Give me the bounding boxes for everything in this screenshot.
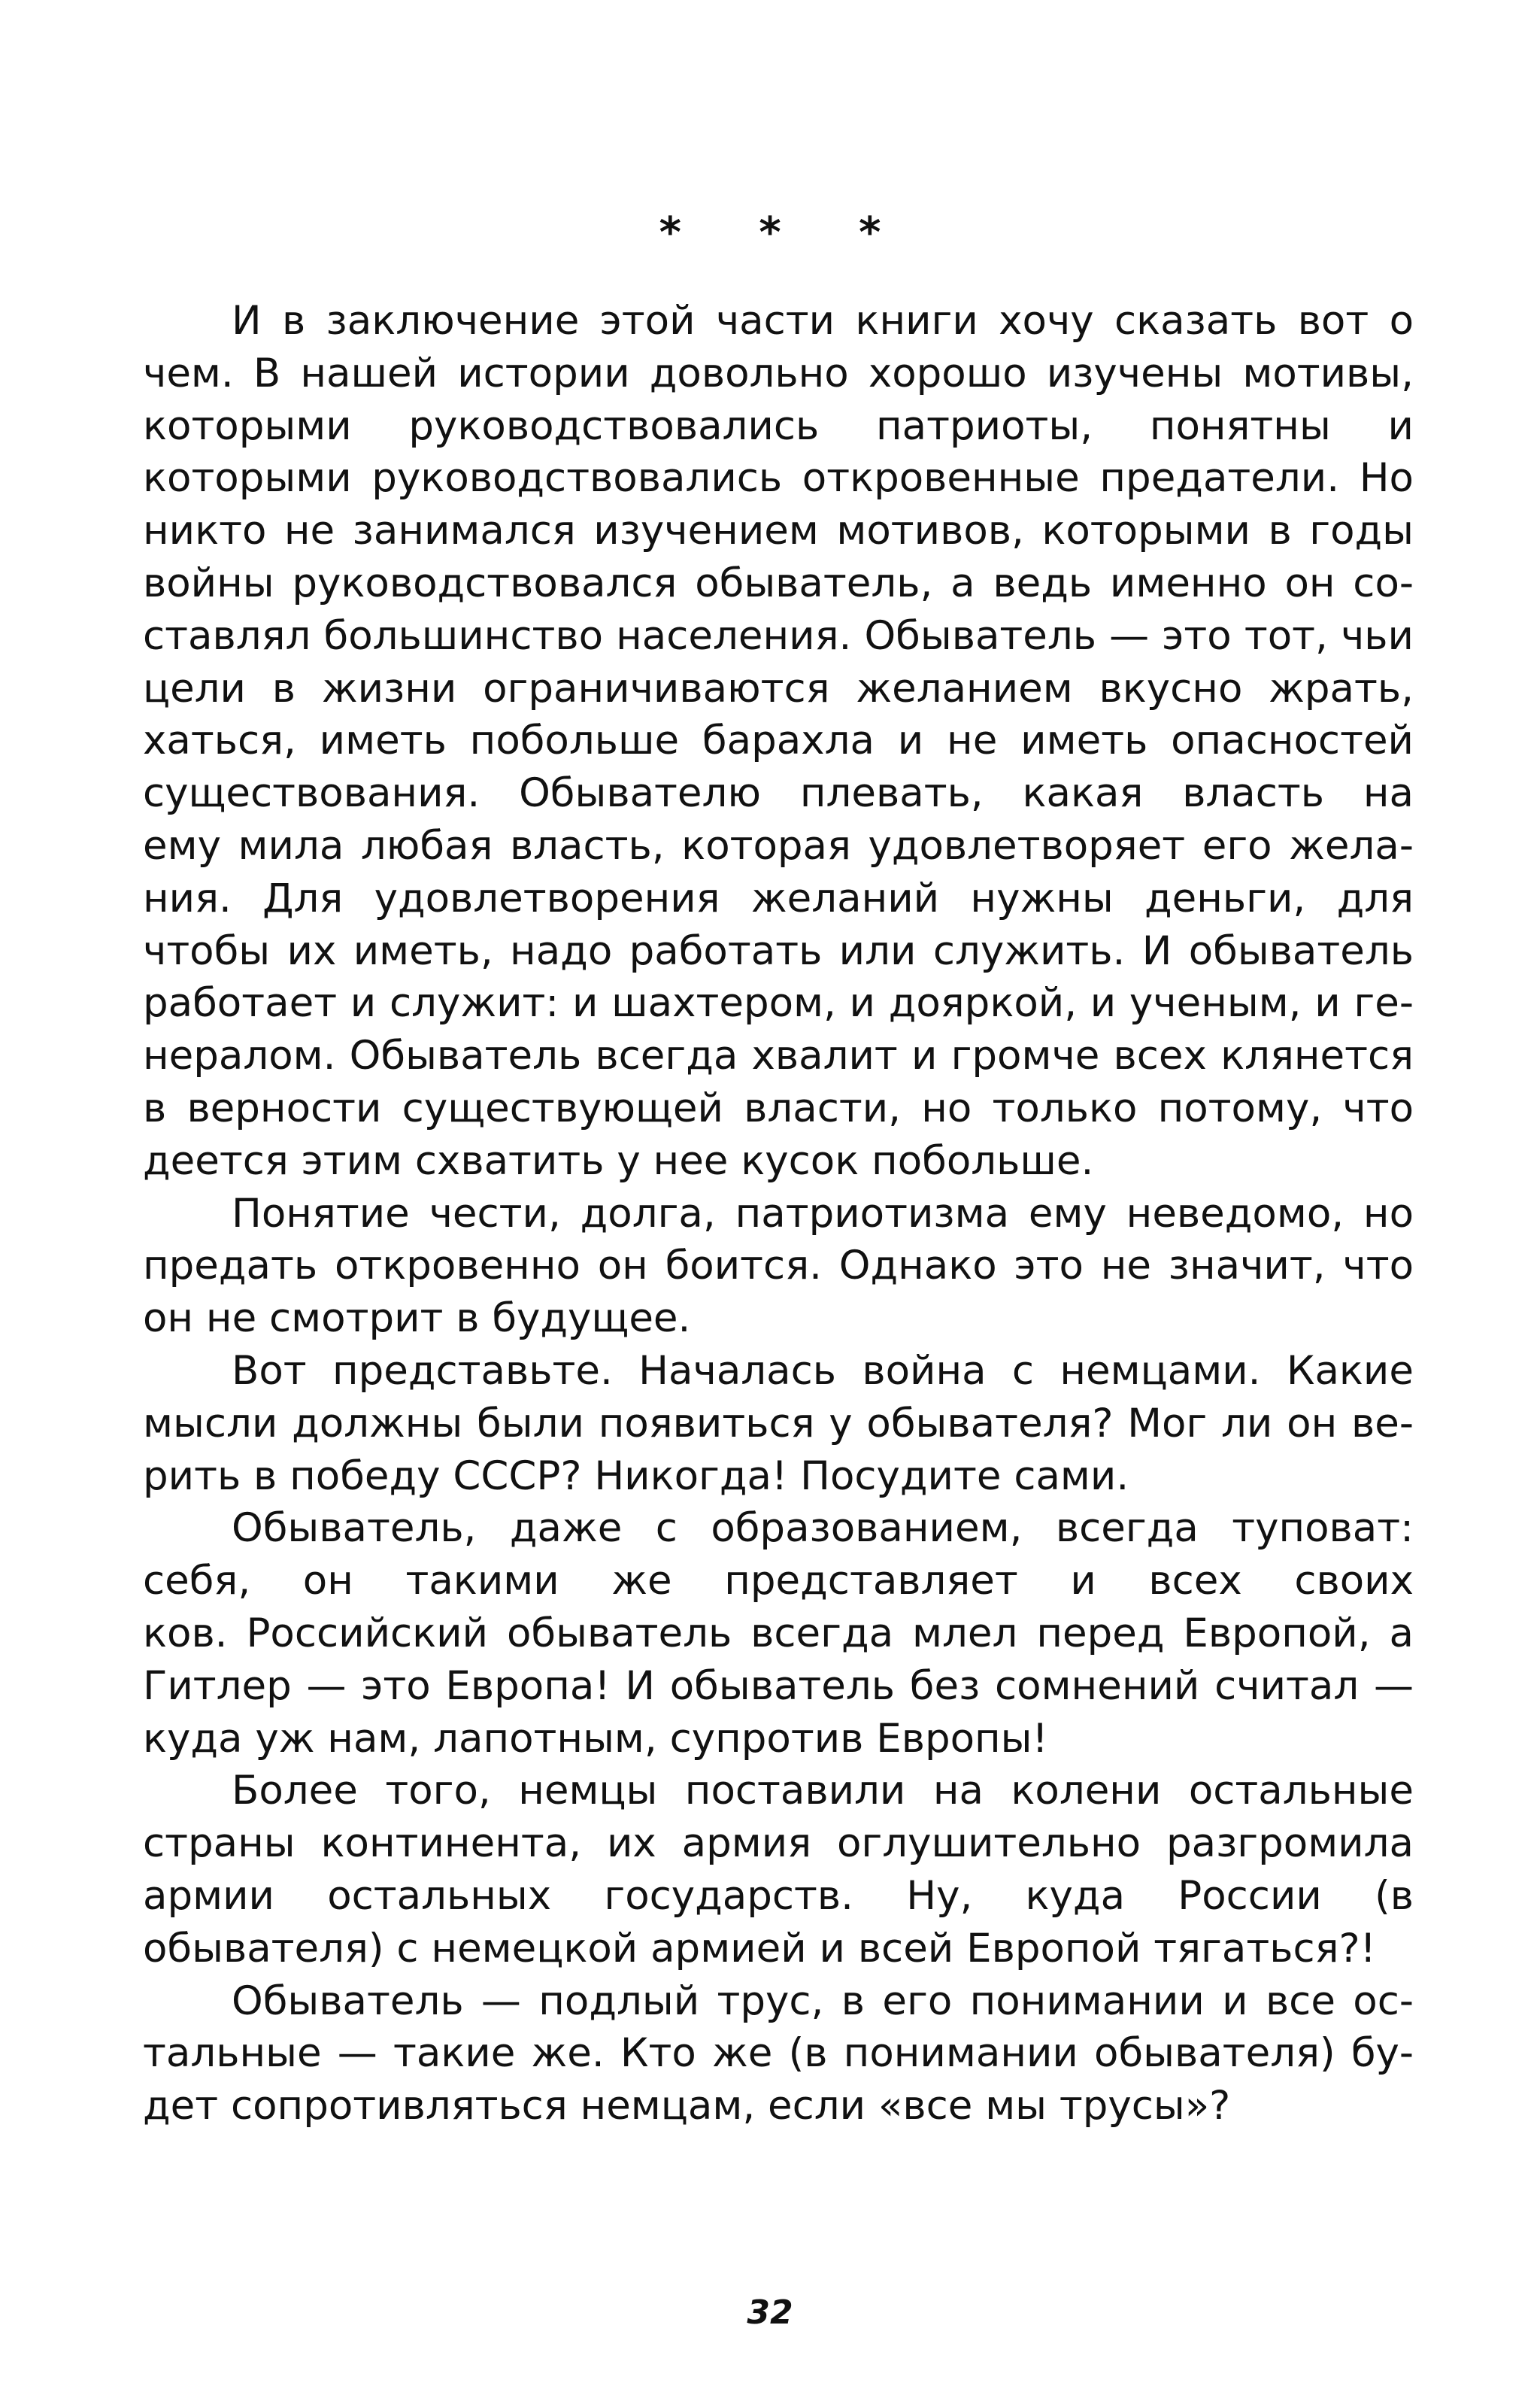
text-line: ния. Для удовлетворения желаний нужны деньги, для xyxy=(143,875,1414,921)
paragraph xyxy=(143,295,1414,1188)
text-line: ставлял большинство населения. Обыватель — это тот, чьи xyxy=(143,612,1414,659)
text-line: мысли должны были появиться у обывателя? Мог ли он ве- xyxy=(143,1400,1414,1446)
text-line: Обыватель — подлый трус, в его понимании и все ос- xyxy=(232,1978,1414,2024)
text-line: которыми руководствовались патриоты, понятны и xyxy=(143,402,1414,449)
text-line: рить в победу СССР? Никогда! Посудите сами. xyxy=(143,1452,1129,1499)
text-line: работает и служит: и шахтером, и дояркой, и ученым, и ге- xyxy=(143,980,1414,1027)
text-line: чтобы их иметь, надо работать или служить. И обыватель xyxy=(143,927,1414,974)
section-separator: * * * xyxy=(659,208,913,257)
text-line: армии остальных государств. Ну, куда России (в xyxy=(143,1872,1414,1919)
text-line: куда уж нам, лапотным, супротив Европы! xyxy=(143,1715,1048,1762)
text-line: которыми руководствовались откровенные предатели. Но xyxy=(143,455,1414,502)
text-line: дет сопротивляться немцам, если «все мы трусы»? xyxy=(143,2083,1231,2129)
text-line: войны руководствовался обыватель, а ведь именно он со- xyxy=(143,560,1414,606)
text-line: предать откровенно он боится. Однако это не значит, что xyxy=(143,1243,1414,1289)
text-line: Вот представьте. Началась война с немцами. Какие xyxy=(232,1347,1414,1394)
text-line: деется этим схватить у нее кусок побольше. xyxy=(143,1137,1094,1184)
text-line: ков. Российский обыватель всегда млел перед Европой, а xyxy=(143,1610,1414,1656)
paragraph xyxy=(143,1975,1414,2132)
text-line: себя, он такими же представляет и всех своих xyxy=(143,1558,1414,1604)
text-line: страны континента, их армия оглушительно разгромила xyxy=(143,1820,1414,1867)
text-body xyxy=(143,295,1414,2132)
paragraph xyxy=(143,1765,1414,1974)
page-number: 32 xyxy=(747,2293,793,2332)
text-line: он не смотрит в будущее. xyxy=(143,1295,691,1342)
text-line: в верности существующей власти, но только потому, что xyxy=(143,1085,1414,1131)
text-line: Гитлер — это Европа! И обыватель без сомнений считал — xyxy=(143,1662,1414,1709)
text-line: существования. Обывателю плевать, какая власть на xyxy=(143,770,1414,817)
text-line: цели в жизни ограничиваются желанием вкусно жрать, xyxy=(143,665,1414,712)
text-line: ему мила любая власть, которая удовлетворяет его жела- xyxy=(143,822,1414,869)
text-line: обывателя) с немецкой армией и всей Европой тягаться?! xyxy=(143,1925,1376,1971)
text-line: чем. В нашей истории довольно хорошо изучены мотивы, xyxy=(143,350,1414,396)
paragraph xyxy=(143,1502,1414,1765)
text-line: нералом. Обыватель всегда хвалит и громче всех клянется xyxy=(143,1033,1414,1079)
text-line: Более того, немцы поставили на колени остальные xyxy=(232,1768,1414,1814)
text-line: И в заключение этой части книги хочу сказать вот о xyxy=(232,298,1414,344)
text-line: Понятие чести, долга, патриотизма ему неведомо, но xyxy=(232,1190,1414,1237)
paragraph xyxy=(143,1345,1414,1502)
text-line: хаться, иметь побольше барахла и не иметь опасностей xyxy=(143,718,1414,764)
text-line: тальные — такие же. Кто же (в понимании обывателя) бу- xyxy=(143,2030,1414,2077)
text-line: Обыватель, даже с образованием, всегда туповат: xyxy=(232,1505,1414,1552)
text-line: никто не занимался изучением мотивов, которыми в годы xyxy=(143,508,1414,554)
paragraph xyxy=(143,1188,1414,1345)
